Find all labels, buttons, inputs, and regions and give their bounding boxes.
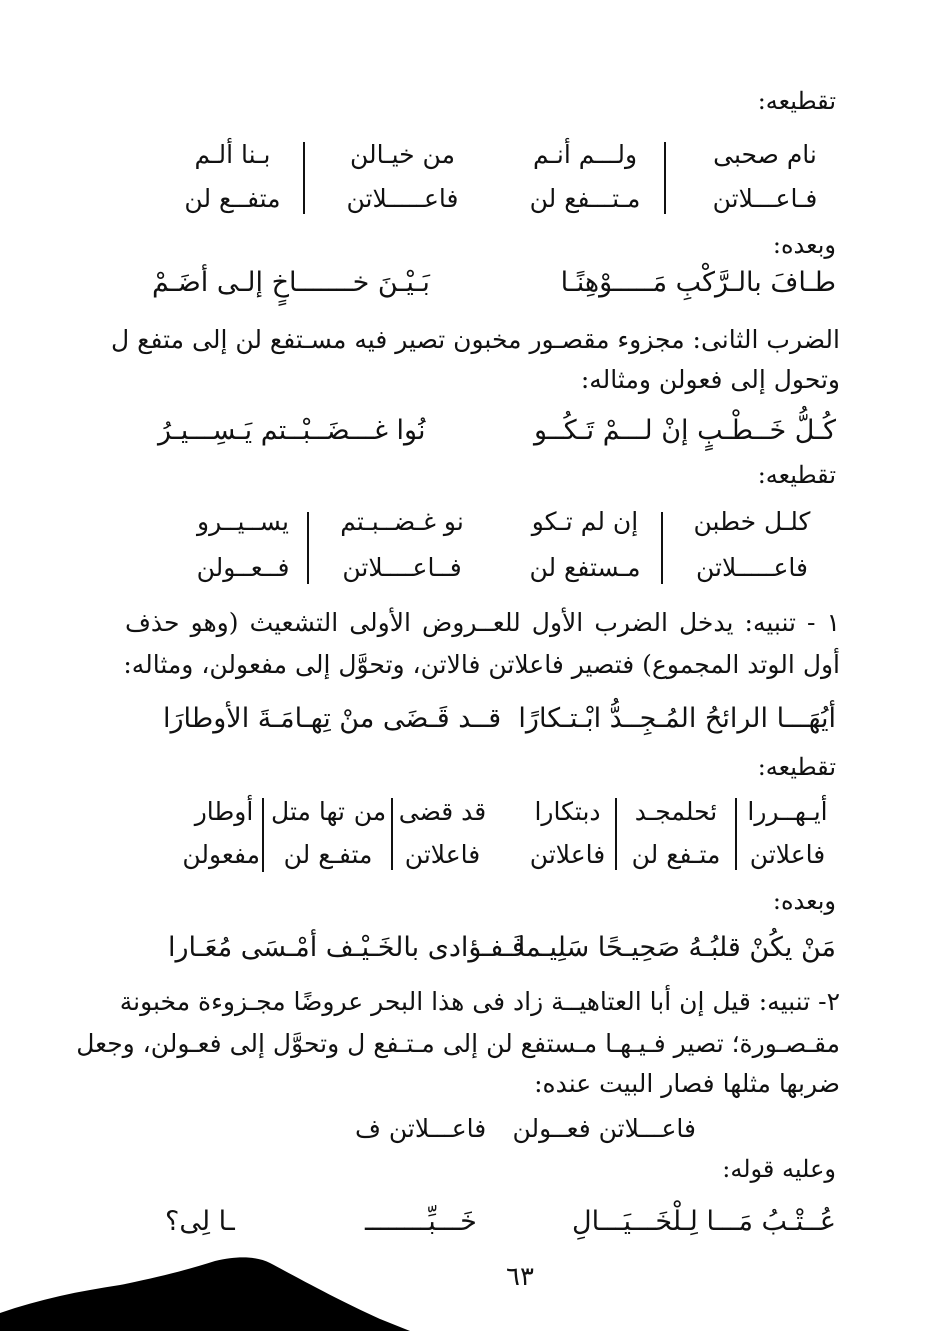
heading-alayhi-qawluh: وعليه قوله: — [722, 1155, 836, 1183]
heading-baadah-1: وبعده: — [772, 231, 836, 259]
para1-line1: الضرب الثانى: مجزوء مقصـور مخبون تصير فيه مسـتفع لن إلى متفع ل — [111, 325, 840, 354]
table2-cell-r1c3: نو غـضــبـتم — [340, 507, 464, 536]
heading-taqtiuh-3: تقطيعه: — [757, 753, 836, 781]
table2-cell-r2c3: فــاعــــلاتن — [342, 553, 462, 582]
table1-divider-left — [303, 142, 305, 214]
heading-taqtiuh-2: تقطيعه: — [757, 461, 836, 489]
verse3-right-hemistich: أيُهَـــا الرائحُ المُـجِــدُّ ابْـتـكارًا — [518, 703, 836, 734]
table1-cell-r2c3: فاعـــــلاتن — [346, 184, 459, 213]
table3-divider-2 — [615, 798, 617, 870]
table3-divider-1 — [735, 798, 737, 870]
scheme-right: فاعـــلاتن فعــولن — [512, 1114, 696, 1143]
table3-cell-r1c3: دبتكارا — [534, 797, 601, 826]
table1-cell-r2c1: فـاعـــلاتن — [712, 184, 818, 213]
para3-line2: مقـصـورة؛ تصير فـيـهـا مـستفع لن إلى مـتـفع ل وتحوَّل إلى فعـولن، وجعل — [76, 1029, 840, 1058]
table2-cell-r2c1: فاعـــــلاتن — [695, 553, 808, 582]
verse4-left-hemistich: فَـفـؤادى بالخَـيْـف أمْـسَى مُعَـارا — [168, 932, 525, 963]
table2-divider-right — [661, 512, 663, 584]
table1-cell-r1c4: بـنا ألـم — [194, 140, 271, 169]
table3-cell-r1c2: ئحلمجـد — [634, 797, 718, 826]
table2-cell-r2c2: مـستفع لن — [529, 553, 641, 582]
verse5-left-tail: ـا لِى؟ — [165, 1206, 235, 1237]
table1-cell-r2c2: مـتـــفع لن — [529, 184, 641, 213]
table3-divider-4 — [262, 798, 264, 872]
table2-cell-r2c4: فــعــولن — [196, 553, 290, 582]
para1-line2: وتحول إلى فعولن ومثاله: — [580, 365, 840, 394]
table3-cell-r1c4: قد قضى — [398, 797, 487, 826]
table1-divider-right — [664, 142, 666, 214]
para2-line1: ١ - تنبيه: يدخل الضرب الأول للعــروض الأولى التشعيث (وهو حذف — [125, 608, 840, 637]
table2-divider-left — [307, 512, 309, 584]
table3-cell-r1c5: من — [353, 797, 387, 826]
verse1-right-hemistich: طـافَ بالـرَّكْبِ مَـــــوْهِنًـا — [560, 267, 836, 298]
verse2-right-hemistich: كُـلُّ خَــطْـبٍ إنْ لـــمْ تَـكُــو — [534, 415, 836, 446]
table3-cell-r1c6: تها متل — [271, 797, 345, 826]
table3-cell-r2c5: متفـع لن — [283, 840, 373, 869]
para2-line2: أول الوتد المجموع) فتصير فاعلاتن فالاتن، وتحوَّل إلى مفعولن، ومثاله: — [123, 650, 840, 679]
table3-divider-3 — [391, 798, 393, 870]
table2-cell-r1c2: إن لم تـكو — [531, 507, 639, 536]
para3-line1: ٢- تنبيه: قيل إن أبا العتاهيــة زاد فى هذا البحر عروضًا مجـزوءة مخبونة — [119, 987, 840, 1016]
page-number: ٦٣ — [506, 1262, 534, 1292]
table3-cell-r2c3: فاعلاتن — [529, 840, 606, 869]
table3-cell-r2c4: فاعلاتن — [404, 840, 481, 869]
table3-cell-r2c2: متـفع لن — [631, 840, 721, 869]
table1-cell-r1c1: نام صحبى — [713, 140, 817, 169]
table3-cell-r1c7: أوطار — [194, 797, 254, 826]
table3-cell-r2c6: مفعولن — [182, 840, 260, 869]
table3-cell-r1c1: أيـهــررا — [747, 797, 828, 826]
verse4-right-hemistich: مَنْ يكُنْ قلبُـهُ صَحِيـحًا سَلِيـما — [517, 932, 836, 963]
scan-shadow — [0, 1255, 420, 1331]
verse1-left-hemistich: بَـيْـنَ خـــــــاخٍ إلـى أضَـمْ — [152, 267, 430, 298]
heading-taqtiuh-1: تقطيعه: — [757, 87, 836, 115]
table1-cell-r1c3: من خيـالن — [350, 140, 455, 169]
para3-line3: ضربها مثلها فصار البيت عنده: — [534, 1069, 840, 1098]
verse3-left-hemistich: قــد قَـضَى منْ تِهـامَـةَ الأوطارَا — [163, 703, 502, 734]
table1-cell-r2c4: متفــع لن — [184, 184, 281, 213]
verse2-left-hemistich: نُوا غـــضَــبْــتم يَـسِـــيـرُ — [158, 415, 426, 446]
scheme-left: فاعـــلاتن ف — [355, 1114, 487, 1143]
heading-baadah-2: وبعده: — [772, 887, 836, 915]
verse5-right-hemistich: عُــتْـبُ مَـــا لِـلْخَـــيَـــالِ — [571, 1206, 836, 1237]
table1-cell-r1c2: ولـــم أنـم — [532, 140, 638, 169]
table3-cell-r2c1: فاعلاتن — [749, 840, 826, 869]
table2-cell-r1c4: يســيــرو — [197, 507, 289, 536]
table2-cell-r1c1: كلـل خطبن — [693, 507, 811, 536]
verse5-left-hemistich: خَـــبِّــــــــ — [365, 1206, 477, 1237]
